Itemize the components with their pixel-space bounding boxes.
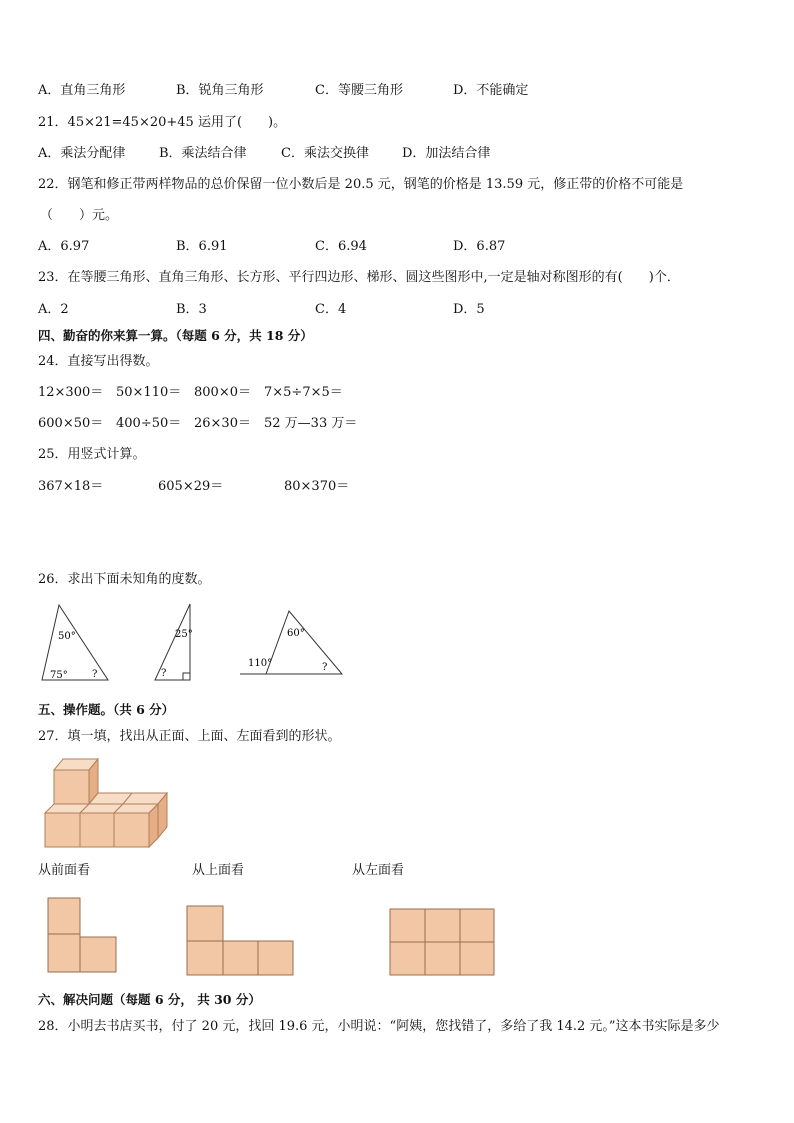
q22-option-c: C．6.94	[315, 239, 367, 254]
q23-option-b: B．3	[176, 302, 207, 317]
q20-option-c: C．等腰三角形	[315, 83, 403, 98]
q21-option-c: C．乘法交换律	[281, 146, 369, 161]
q22-stem: 22．钢笔和修正带两样物品的总价保留一位小数后是 20.5 元，钢笔的价格是 13.59 元，修正带的价格不可能是	[38, 177, 684, 192]
fig1-unknown: ?	[92, 669, 98, 680]
q23-stem: 23．在等腰三角形、直角三角形、长方形、平行四边形、梯形、圆这些图形中,一定是轴对称图形的有( )个．	[38, 270, 680, 285]
q24-r1-1: 12×300＝	[38, 385, 104, 400]
q21-option-d: D．加法结合律	[402, 146, 491, 161]
q21-option-a: A．乘法分配律	[38, 146, 126, 161]
section5-heading: 五、操作题。（共 6 分）	[38, 702, 175, 717]
fig1-top-angle: 50°	[58, 631, 76, 642]
fig2-top-angle: 25°	[175, 629, 193, 640]
front-view	[46, 897, 120, 975]
q21-option-b: B．乘法结合律	[159, 146, 247, 161]
q20-option-a: A．直角三角形	[38, 83, 126, 98]
q24-r2-3: 26×30＝	[194, 416, 251, 431]
triangle-3	[266, 611, 342, 674]
view-label-left: 从左面看	[352, 863, 405, 878]
cube-stack	[40, 756, 172, 850]
q22-option-b: B．6.91	[176, 239, 228, 254]
q23-option-c: C．4	[315, 302, 347, 317]
section6-heading: 六、解决问题（每题 6 分， 共 30 分）	[38, 992, 261, 1007]
q24-r1-3: 800×0＝	[194, 385, 251, 400]
q24-r1-4: 7×5÷7×5＝	[264, 385, 343, 400]
q26-stem: 26．求出下面未知角的度数。	[38, 572, 211, 587]
q22-option-a: A．6.97	[38, 239, 90, 254]
fig1-left-angle: 75°	[50, 670, 68, 681]
q27-stem: 27．填一填，找出从正面、上面、左面看到的形状。	[38, 729, 341, 744]
q24-r2-2: 400÷50＝	[116, 416, 182, 431]
q22-option-d: D．6.87	[453, 239, 506, 254]
q28-stem: 28．小明去书店买书，付了 20 元，找回 19.6 元，小明说：“阿姨，您找错了，多给了我 14.2 元。”这本书实际是多少	[38, 1019, 720, 1034]
q24-r2-1: 600×50＝	[38, 416, 104, 431]
triangle-1	[42, 605, 108, 680]
q24-r2-4: 52 万—33 万＝	[264, 416, 358, 431]
fig3-top-angle: 60°	[287, 628, 305, 639]
q23-option-d: D．5	[453, 302, 485, 317]
q25-item-3: 80×370＝	[284, 479, 350, 494]
q24-stem: 24．直接写出得数。	[38, 354, 159, 369]
q25-item-2: 605×29＝	[158, 479, 224, 494]
view-label-top: 从上面看	[192, 863, 245, 878]
q24-r1-2: 50×110＝	[116, 385, 182, 400]
section4-heading: 四、勤奋的你来算一算。（每题 6 分，共 18 分）	[38, 328, 313, 343]
left-view	[389, 908, 497, 978]
fig3-outer-angle: 110°	[248, 658, 273, 669]
view-label-front: 从前面看	[38, 863, 91, 878]
top-view	[186, 905, 296, 977]
right-angle-mark	[183, 673, 190, 680]
q25-item-1: 367×18＝	[38, 479, 104, 494]
fig2-unknown: ?	[161, 668, 167, 679]
q20-option-d: D．不能确定	[453, 83, 529, 98]
q25-stem: 25．用竖式计算。	[38, 447, 146, 462]
q21-stem: 21．45×21=45×20+45 运用了( )。	[38, 115, 287, 130]
q22-stem-cont: （ ）元。	[40, 208, 119, 223]
fig3-unknown: ?	[322, 662, 328, 673]
q23-option-a: A．2	[38, 302, 69, 317]
q20-option-b: B．锐角三角形	[176, 83, 264, 98]
q26-figures	[0, 596, 400, 688]
